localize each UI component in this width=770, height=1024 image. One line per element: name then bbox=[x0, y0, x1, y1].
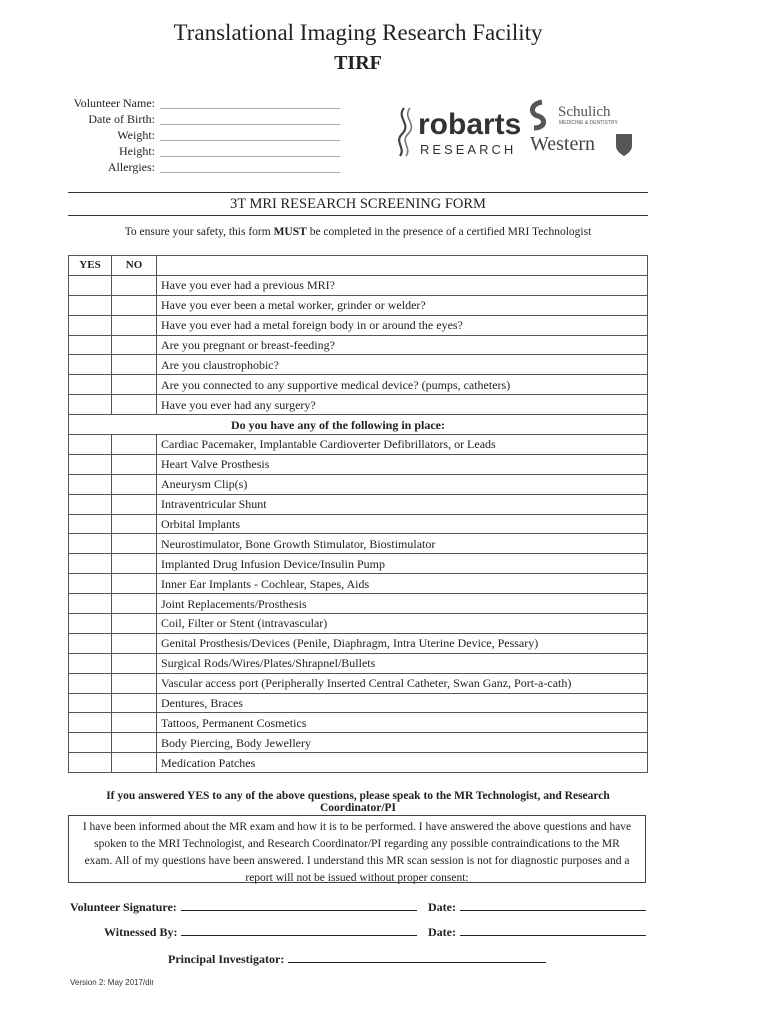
question-text: Have you ever had a previous MRI? bbox=[157, 275, 648, 295]
question-rows bbox=[69, 275, 648, 772]
question-text: Neurostimulator, Bone Growth Stimulator, Biostimulator bbox=[157, 534, 648, 554]
witness-signature-line[interactable] bbox=[181, 925, 417, 936]
question-text: Are you claustrophobic? bbox=[157, 355, 648, 375]
pi-label: Principal Investigator: bbox=[168, 952, 285, 966]
no-checkbox-cell[interactable] bbox=[112, 335, 157, 355]
yes-checkbox-cell[interactable] bbox=[69, 295, 112, 315]
pi-signature-field[interactable] bbox=[168, 952, 546, 967]
question-text: Medication Patches bbox=[157, 753, 648, 773]
safety-text: To ensure your safety, this form bbox=[124, 226, 274, 238]
no-checkbox-cell[interactable] bbox=[112, 713, 157, 733]
yes-checkbox-cell[interactable] bbox=[69, 435, 112, 455]
question-text: Have you ever been a metal worker, grinder or welder? bbox=[157, 295, 648, 315]
yes-checkbox-cell[interactable] bbox=[69, 753, 112, 773]
safety-emphasis: MUST bbox=[273, 226, 307, 238]
date-line[interactable] bbox=[460, 925, 646, 936]
section-heading: Do you have any of the following in place: bbox=[69, 415, 648, 435]
question-row bbox=[69, 673, 648, 693]
yes-checkbox-cell[interactable] bbox=[69, 614, 112, 634]
question-text: Have you ever had any surgery? bbox=[157, 395, 648, 415]
field-label: Height: bbox=[119, 144, 155, 158]
no-checkbox-cell[interactable] bbox=[112, 355, 157, 375]
volunteer-signature-line[interactable] bbox=[181, 900, 417, 911]
yes-checkbox-cell[interactable] bbox=[69, 315, 112, 335]
western-wordmark: Western bbox=[530, 133, 596, 155]
question-row bbox=[69, 335, 648, 355]
field-line[interactable] bbox=[160, 172, 340, 173]
no-checkbox-cell[interactable] bbox=[112, 594, 157, 614]
question-row bbox=[69, 435, 648, 455]
question-text: Dentures, Braces bbox=[157, 693, 648, 713]
yes-checkbox-cell[interactable] bbox=[69, 355, 112, 375]
no-checkbox-cell[interactable] bbox=[112, 494, 157, 514]
no-checkbox-cell[interactable] bbox=[112, 614, 157, 634]
question-row bbox=[69, 315, 648, 335]
question-row bbox=[69, 653, 648, 673]
question-row bbox=[69, 554, 648, 574]
question-row bbox=[69, 514, 648, 534]
no-checkbox-cell[interactable] bbox=[112, 454, 157, 474]
question-row bbox=[69, 375, 648, 395]
safety-note bbox=[68, 226, 648, 238]
field-label: Volunteer Name: bbox=[73, 96, 155, 110]
yes-checkbox-cell[interactable] bbox=[69, 633, 112, 653]
no-checkbox-cell[interactable] bbox=[112, 395, 157, 415]
question-text: Aneurysm Clip(s) bbox=[157, 474, 648, 494]
yes-checkbox-cell[interactable] bbox=[69, 514, 112, 534]
question-text: Coil, Filter or Stent (intravascular) bbox=[157, 614, 648, 634]
yes-checkbox-cell[interactable] bbox=[69, 554, 112, 574]
no-checkbox-cell[interactable] bbox=[112, 653, 157, 673]
date-line[interactable] bbox=[460, 900, 646, 911]
field-label: Date of Birth: bbox=[88, 112, 155, 126]
volunteer-signature-field[interactable] bbox=[70, 900, 417, 915]
question-text: Implanted Drug Infusion Device/Insulin Pump bbox=[157, 554, 648, 574]
no-checkbox-cell[interactable] bbox=[112, 534, 157, 554]
question-row bbox=[69, 295, 648, 315]
field-label: Allergies: bbox=[107, 160, 155, 174]
yes-checkbox-cell[interactable] bbox=[69, 494, 112, 514]
section-heading-row bbox=[69, 415, 648, 435]
no-checkbox-cell[interactable] bbox=[112, 474, 157, 494]
schulich-western-logo bbox=[528, 98, 638, 160]
schulich-wordmark: Schulich bbox=[558, 104, 611, 120]
yes-checkbox-cell[interactable] bbox=[69, 733, 112, 753]
question-row bbox=[69, 474, 648, 494]
field-label: Weight: bbox=[117, 128, 155, 142]
question-column-header bbox=[157, 256, 648, 276]
robarts-logo bbox=[390, 100, 530, 160]
volunteer-signature-label: Volunteer Signature: bbox=[70, 900, 177, 914]
question-text: Heart Valve Prosthesis bbox=[157, 454, 648, 474]
western-crest-icon bbox=[616, 134, 632, 156]
yes-answer-note: If you answered YES to any of the above questions, please speak to the MR Technologist, and Research Coordinator/PI bbox=[106, 790, 610, 814]
yes-checkbox-cell[interactable] bbox=[69, 534, 112, 554]
field-line[interactable] bbox=[160, 156, 340, 157]
question-row bbox=[69, 494, 648, 514]
form-title: 3T MRI RESEARCH SCREENING FORM bbox=[230, 196, 486, 212]
question-row bbox=[69, 574, 648, 594]
question-text: Genital Prosthesis/Devices (Penile, Diaphragm, Intra Uterine Device, Pessary) bbox=[157, 633, 648, 653]
date-of-birth-field[interactable] bbox=[40, 112, 155, 128]
question-text: Surgical Rods/Wires/Plates/Shrapnel/Bullets bbox=[157, 653, 648, 673]
yes-checkbox-cell[interactable] bbox=[69, 594, 112, 614]
pi-signature-line[interactable] bbox=[288, 952, 546, 963]
yes-checkbox-cell[interactable] bbox=[69, 653, 112, 673]
yes-checkbox-cell[interactable] bbox=[69, 574, 112, 594]
height-field[interactable] bbox=[40, 144, 155, 160]
question-row bbox=[69, 534, 648, 554]
volunteer-date-field[interactable] bbox=[428, 900, 646, 915]
question-text: Body Piercing, Body Jewellery bbox=[157, 733, 648, 753]
yes-checkbox-cell[interactable] bbox=[69, 454, 112, 474]
no-checkbox-cell[interactable] bbox=[112, 514, 157, 534]
question-row bbox=[69, 753, 648, 773]
no-checkbox-cell[interactable] bbox=[112, 633, 157, 653]
date-label: Date: bbox=[428, 900, 456, 914]
yes-column-header: YES bbox=[69, 256, 112, 276]
question-text: Have you ever had a metal foreign body in or around the eyes? bbox=[157, 315, 648, 335]
allergies-field[interactable] bbox=[40, 160, 155, 176]
question-row bbox=[69, 355, 648, 375]
question-row bbox=[69, 614, 648, 634]
page-subtitle: TIRF bbox=[334, 52, 382, 74]
volunteer-name-field[interactable] bbox=[40, 96, 155, 112]
yes-checkbox-cell[interactable] bbox=[69, 395, 112, 415]
no-checkbox-cell[interactable] bbox=[112, 435, 157, 455]
date-label: Date: bbox=[428, 925, 456, 939]
no-checkbox-cell[interactable] bbox=[112, 693, 157, 713]
yes-checkbox-cell[interactable] bbox=[69, 673, 112, 693]
schulich-subtext: MEDICINE & DENTISTRY bbox=[559, 120, 618, 126]
no-column-header: NO bbox=[112, 256, 157, 276]
no-checkbox-cell[interactable] bbox=[112, 275, 157, 295]
screening-table bbox=[68, 255, 648, 773]
table-header-row bbox=[69, 256, 648, 276]
no-checkbox-cell[interactable] bbox=[112, 375, 157, 395]
question-row bbox=[69, 633, 648, 653]
weight-field[interactable] bbox=[40, 128, 155, 144]
question-row bbox=[69, 594, 648, 614]
yes-checkbox-cell[interactable] bbox=[69, 713, 112, 733]
question-row bbox=[69, 693, 648, 713]
consent-statement: I have been informed about the MR exam and how it is to be performed. I have answered the above questions and have spoken to the MRI Technologist, and Research Coordinator/PI regarding any possible contraindications to the MR exam. All of my questions have been answered. I understand this MR scan session is not for diagnostic purposes and a report will not be issued without proper consent: bbox=[68, 815, 646, 883]
witness-label: Witnessed By: bbox=[104, 925, 178, 939]
question-text: Are you connected to any supportive medical device? (pumps, catheters) bbox=[157, 375, 648, 395]
no-checkbox-cell[interactable] bbox=[112, 753, 157, 773]
no-checkbox-cell[interactable] bbox=[112, 554, 157, 574]
yes-checkbox-cell[interactable] bbox=[69, 335, 112, 355]
question-row bbox=[69, 713, 648, 733]
safety-text: be completed in the presence of a certified MRI Technologist bbox=[306, 226, 592, 238]
yes-checkbox-cell[interactable] bbox=[69, 275, 112, 295]
question-text: Tattoos, Permanent Cosmetics bbox=[157, 713, 648, 733]
question-row bbox=[69, 275, 648, 295]
no-checkbox-cell[interactable] bbox=[112, 673, 157, 693]
question-text: Vascular access port (Peripherally Inserted Central Catheter, Swan Ganz, Port-a-cath) bbox=[157, 673, 648, 693]
field-line[interactable] bbox=[160, 124, 340, 125]
no-checkbox-cell[interactable] bbox=[112, 295, 157, 315]
question-text: Intraventricular Shunt bbox=[157, 494, 648, 514]
version-footer: Version 2: May 2017/dir bbox=[70, 978, 155, 987]
no-checkbox-cell[interactable] bbox=[112, 574, 157, 594]
question-row bbox=[69, 733, 648, 753]
witness-date-field[interactable] bbox=[428, 925, 646, 940]
divider bbox=[68, 215, 648, 216]
question-text: Inner Ear Implants - Cochlear, Stapes, Aids bbox=[157, 574, 648, 594]
divider bbox=[68, 192, 648, 193]
question-text: Are you pregnant or breast-feeding? bbox=[157, 335, 648, 355]
question-text: Orbital Implants bbox=[157, 514, 648, 534]
witness-signature-field[interactable] bbox=[104, 925, 417, 940]
yes-checkbox-cell[interactable] bbox=[69, 375, 112, 395]
field-line[interactable] bbox=[160, 108, 340, 109]
yes-checkbox-cell[interactable] bbox=[69, 474, 112, 494]
question-text: Cardiac Pacemaker, Implantable Cardioverter Defibrillators, or Leads bbox=[157, 435, 648, 455]
no-checkbox-cell[interactable] bbox=[112, 733, 157, 753]
yes-checkbox-cell[interactable] bbox=[69, 693, 112, 713]
robarts-subtext: RESEARCH bbox=[420, 142, 517, 157]
question-text: Joint Replacements/Prosthesis bbox=[157, 594, 648, 614]
page-title: Translational Imaging Research Facility bbox=[173, 20, 543, 45]
question-row bbox=[69, 395, 648, 415]
robarts-wordmark: robarts bbox=[418, 108, 522, 141]
field-line[interactable] bbox=[160, 140, 340, 141]
question-row bbox=[69, 454, 648, 474]
no-checkbox-cell[interactable] bbox=[112, 315, 157, 335]
